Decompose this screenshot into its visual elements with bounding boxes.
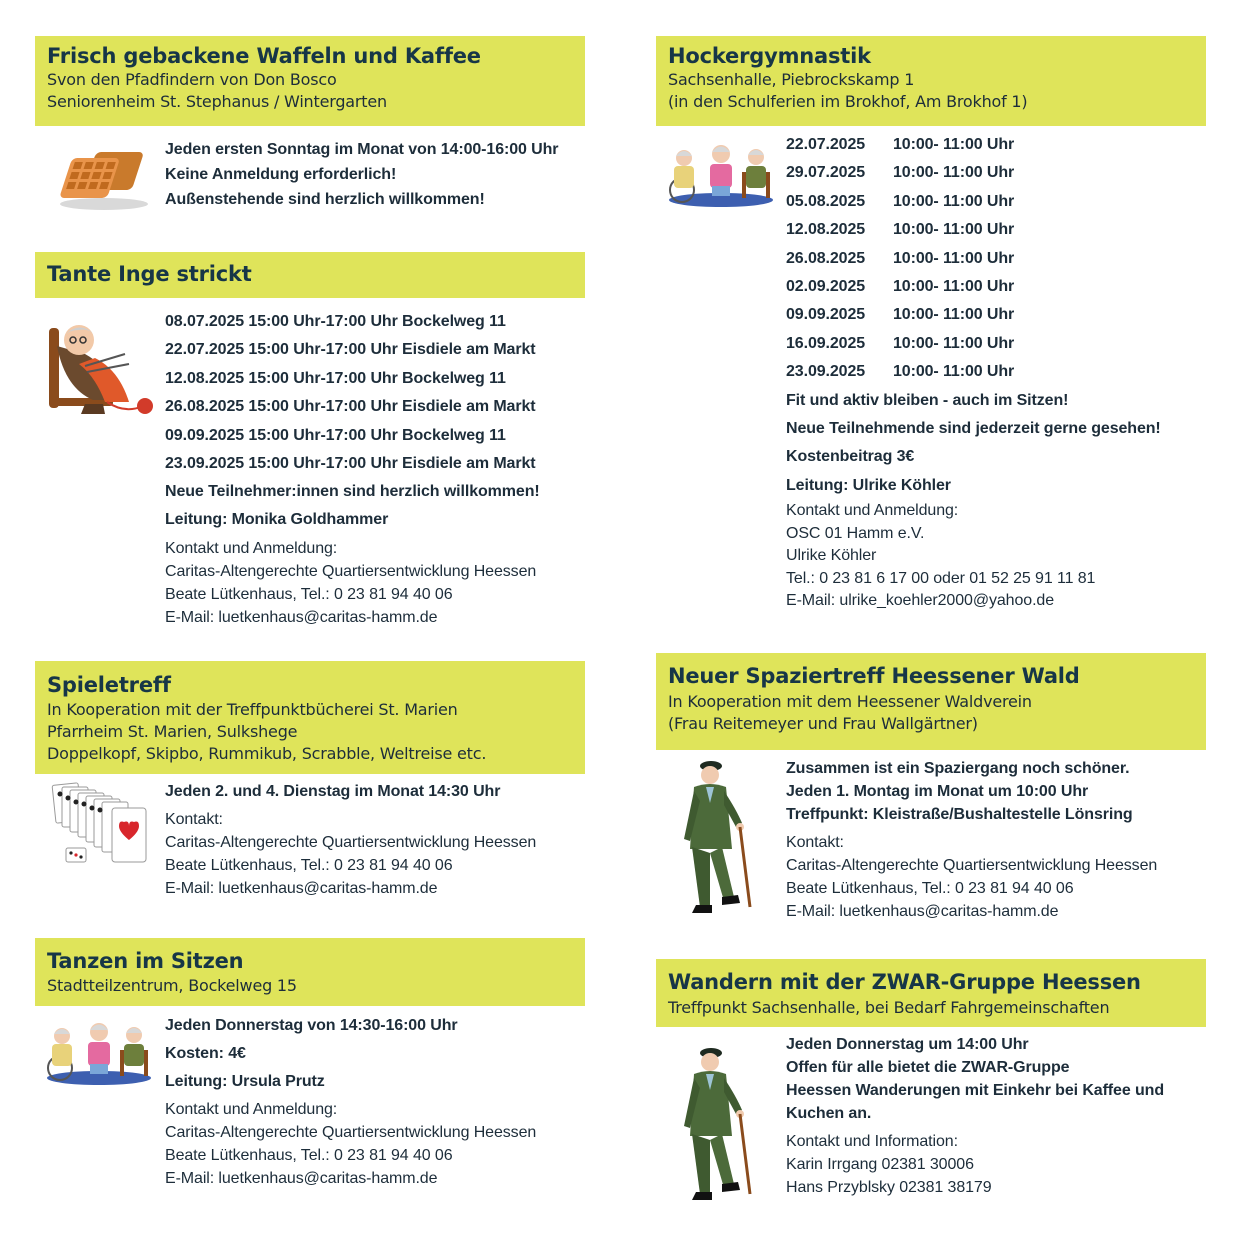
hocker-header [656,36,1206,126]
hocker-row [786,330,1161,358]
stricken-title: Tante Inge strickt [47,262,252,286]
hocker-row [786,188,1161,216]
spazier-line-1: Zusammen ist ein Spaziergang noch schöner. [786,760,1130,777]
hocker-row [786,273,1161,301]
hocker-time: 10:00- 11:00 Uhr [893,249,1015,267]
hocker-date: 05.08.2025 [786,192,866,210]
hocker-time: 10:00- 11:00 Uhr [893,334,1015,352]
hocker-time: 10:00- 11:00 Uhr [893,136,1015,153]
spiele-contact-4: E-Mail: luetkenhaus@caritas-hamm.de [165,880,438,897]
tanzen-body [165,1012,536,1190]
hocker-title: Hockergymnastik [668,44,871,68]
spiele-subtitle-2: Pfarrheim St. Marien, Sulkshege [47,722,298,741]
waffeln-header [35,36,585,126]
wandern-line-1: Jeden Donnerstag um 14:00 Uhr [786,1036,1029,1053]
hocker-date: 29.07.2025 [786,164,866,182]
wandern-header [656,959,1206,1027]
hocker-date: 26.08.2025 [786,249,866,267]
hocker-date: 12.08.2025 [786,221,866,239]
spiele-time: Jeden 2. und 4. Dienstag im Monat 14:30 Uhr [165,783,501,800]
playing-cards-icon [50,782,154,866]
wandern-body [786,1033,1164,1199]
hocker-line-4: Leitung: Ulrike Köhler [786,476,951,494]
hocker-contact-4: Tel.: 0 23 81 6 17 00 oder 01 52 25 91 11 81 [786,569,1096,587]
hocker-time: 10:00- 11:00 Uhr [893,221,1015,239]
hocker-row [786,131,1161,159]
tanzen-header [35,938,585,1006]
hocker-line-1: Fit und aktiv bleiben - auch im Sitzen! [786,391,1069,409]
wandern-title: Wandern mit der ZWAR-Gruppe Heessen [668,970,1141,994]
spazier-subtitle-1: In Kooperation mit dem Heessener Waldverein [668,692,1032,711]
spiele-subtitle-3: Doppelkopf, Skipbo, Rummikub, Scrabble, Weltreise etc. [47,744,487,763]
spiele-subtitle-1: In Kooperation mit der Treffpunktbücherei St. Marien [47,700,458,719]
spiele-body [165,780,536,900]
spazier-line-3: Treffpunkt: Kleistraße/Bushaltestelle Lönsring [786,806,1133,823]
hocker-contact-5: E-Mail: ulrike_koehler2000@yahoo.de [786,592,1055,610]
wandern-subtitle-1: Treffpunkt Sachsenhalle, bei Bedarf Fahrgemeinschaften [668,998,1110,1017]
spiele-title: Spieletreff [47,673,171,697]
wandern-contact-3: Hans Przyblsky 02381 38179 [786,1179,992,1196]
wandern-line-2: Offen für alle bietet die ZWAR-Gruppe [786,1059,1070,1076]
waffeln-title: Frisch gebackene Waffeln und Kaffee [47,44,481,68]
spiele-header [35,661,585,774]
spazier-line-2: Jeden 1. Montag im Monat um 10:00 Uhr [786,783,1089,800]
stricken-body [165,308,540,629]
waffeln-line-3: Außenstehende sind herzlich willkommen! [165,191,485,208]
hocker-time: 10:00- 11:00 Uhr [893,278,1015,296]
hocker-time: 10:00- 11:00 Uhr [893,306,1015,324]
hocker-row [786,301,1161,329]
hocker-subtitle-1: Sachsenhalle, Piebrockskamp 1 [668,70,915,89]
stricken-contact-4: E-Mail: luetkenhaus@caritas-hamm.de [165,608,438,626]
spazier-subtitle-2: (Frau Reitemeyer und Frau Wallgärtner) [668,714,978,733]
spazier-body [786,757,1157,923]
stricken-leitung: Leitung: Monika Goldhammer [165,510,389,528]
hocker-row [786,245,1161,273]
spazier-contact-3: Beate Lütkenhaus, Tel.: 0 23 81 94 40 06 [786,880,1074,897]
wandern-line-4: Kuchen an. [786,1105,872,1122]
stricken-contact-1: Kontakt und Anmeldung: [165,539,338,557]
spazier-contact-4: E-Mail: luetkenhaus@caritas-hamm.de [786,903,1059,920]
wandern-contact-2: Karin Irrgang 02381 30006 [786,1156,974,1173]
spazier-contact-1: Kontakt: [786,834,844,851]
walking-old-man-icon [676,757,756,915]
spazier-contact-2: Caritas-Altengerechte Quartiersentwicklung Heessen [786,857,1158,874]
waffeln-body [165,137,558,212]
seated-seniors-icon [666,142,776,208]
tanzen-subtitle-1: Stadtteilzentrum, Bockelweg 15 [47,976,297,995]
tanzen-line-3: Leitung: Ursula Prutz [165,1073,325,1090]
wandern-line-3: Heessen Wanderungen mit Einkehr bei Kaffee und [786,1082,1164,1099]
hocker-contact-2: OSC 01 Hamm e.V. [786,524,925,542]
wandern-contact-1: Kontakt und Information: [786,1133,958,1150]
hocker-date: 16.09.2025 [786,334,866,352]
hocker-time: 10:00- 11:00 Uhr [893,363,1015,381]
hocker-line-3: Kostenbeitrag 3€ [786,448,915,466]
seated-seniors-icon [44,1020,154,1086]
waffle-icon [52,140,152,212]
hocker-time: 10:00- 11:00 Uhr [893,192,1015,210]
hocker-subtitle-2: (in den Schulferien im Brokhof, Am Brokhof 1) [668,92,1028,111]
waffeln-line-2: Keine Anmeldung erforderlich! [165,166,397,183]
tanzen-contact-3: Beate Lütkenhaus, Tel.: 0 23 81 94 40 06 [165,1147,453,1164]
tanzen-title: Tanzen im Sitzen [47,949,244,973]
tanzen-contact-1: Kontakt und Anmeldung: [165,1101,338,1118]
stricken-date-4: 26.08.2025 15:00 Uhr-17:00 Uhr Eisdiele am Markt [165,398,536,416]
spiele-contact-2: Caritas-Altengerechte Quartiersentwicklung Heessen [165,834,537,851]
hocker-time: 10:00- 11:00 Uhr [893,164,1015,182]
stricken-contact-2: Caritas-Altengerechte Quartiersentwicklung Heessen [165,562,537,580]
hocker-contact-3: Ulrike Köhler [786,547,877,565]
hocker-date: 02.09.2025 [786,278,866,296]
stricken-welcome: Neue Teilnehmer:innen sind herzlich willkommen! [165,483,540,501]
hocker-row [786,216,1161,244]
tanzen-line-1: Jeden Donnerstag von 14:30-16:00 Uhr [165,1017,458,1034]
hocker-date: 09.09.2025 [786,306,866,324]
tanzen-contact-2: Caritas-Altengerechte Quartiersentwicklung Heessen [165,1124,537,1141]
hocker-row [786,159,1161,187]
waffeln-line-1: Jeden ersten Sonntag im Monat von 14:00-16:00 Uhr [165,141,559,158]
hocker-body [786,131,1161,613]
stricken-date-5: 09.09.2025 15:00 Uhr-17:00 Uhr Bockelweg 11 [165,426,506,444]
waffeln-subtitle-2: Seniorenheim St. Stephanus / Wintergarten [47,92,387,111]
spazier-header [656,653,1206,750]
stricken-header [35,252,585,298]
hocker-date: 23.09.2025 [786,363,866,381]
stricken-date-2: 22.07.2025 15:00 Uhr-17:00 Uhr Eisdiele am Markt [165,341,536,359]
hocker-line-2: Neue Teilnehmende sind jederzeit gerne gesehen! [786,420,1161,438]
spiele-contact-1: Kontakt: [165,811,223,828]
hocker-date: 22.07.2025 [786,136,866,153]
walking-old-man-icon [676,1044,756,1202]
tanzen-line-2: Kosten: 4€ [165,1045,246,1062]
stricken-date-3: 12.08.2025 15:00 Uhr-17:00 Uhr Bockelweg 11 [165,369,506,387]
hocker-row [786,358,1161,386]
stricken-date-1: 08.07.2025 15:00 Uhr-17:00 Uhr Bockelweg 11 [165,313,506,330]
stricken-date-6: 23.09.2025 15:00 Uhr-17:00 Uhr Eisdiele am Markt [165,455,536,473]
spiele-contact-3: Beate Lütkenhaus, Tel.: 0 23 81 94 40 06 [165,857,453,874]
knitting-grandma-icon [45,318,157,416]
stricken-contact-3: Beate Lütkenhaus, Tel.: 0 23 81 94 40 06 [165,585,453,603]
hocker-contact-1: Kontakt und Anmeldung: [786,502,959,520]
spazier-title: Neuer Spaziertreff Heessener Wald [668,664,1080,688]
waffeln-subtitle-1: Svon den Pfadfindern von Don Bosco [47,70,337,89]
tanzen-contact-4: E-Mail: luetkenhaus@caritas-hamm.de [165,1170,438,1187]
